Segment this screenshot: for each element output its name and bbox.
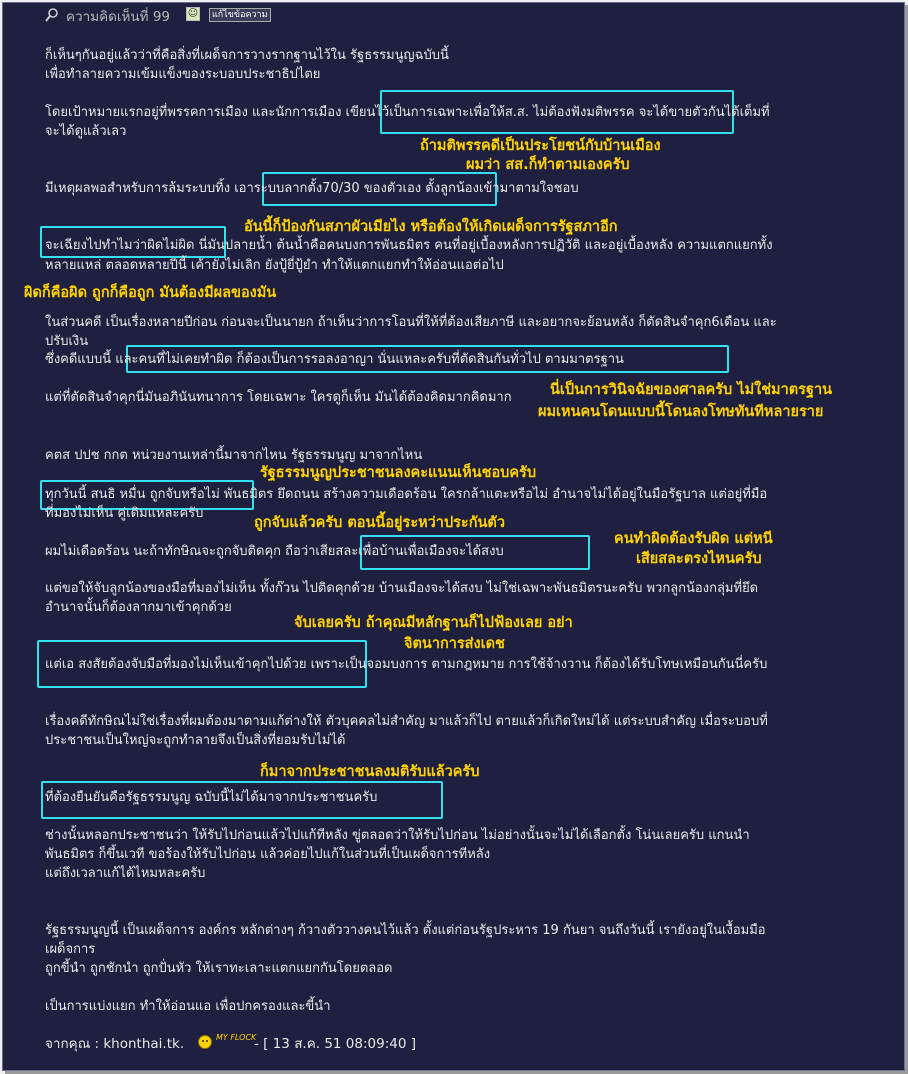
body-text-line: มีเหตุผลพอสำหรับการล้มระบบทิ้ง เอาระบบลากตั้ง70/30 ของตัวเอง ตั้งลูกน้องเข้ามาตามใจชอบ bbox=[45, 181, 579, 196]
edit-message-button[interactable]: แก้ไขข้อความ bbox=[209, 8, 271, 22]
magnifier-icon bbox=[45, 8, 59, 22]
body-text-line: ก็เห็นๆกันอยู่แล้วว่าที่คือสิ่งที่เผด็จการวางรากฐานไว้ใน รัฐธรรมนูญฉบับนี้ bbox=[45, 48, 449, 63]
body-text-line: รัฐธรรมนูญนี้ เป็นเผด็จการ องค์กร หลักต่างๆ ก้วางตัววางคนไว้แล้ว ตั้งแต่ก่อนรัฐประหาร 19 กันยา จนถึงวันนี้ เรายังอยู่ในเงื้อมมือ bbox=[45, 923, 766, 938]
body-text-line: หลายแหล่ ตลอดหลายปีนี้ เค้ายังไม่เลิก ยังปู้ยี่ปู้ยำ ทำให้แตกแยกทำให้อ่อนแอต่อไป bbox=[45, 258, 504, 273]
body-text-line: ประชาชนเป็นใหญ่จะถูกทำลายจึงเป็นสิ่งที่ยอมรับไม่ได้ bbox=[45, 733, 346, 748]
annotation-text: อันนี้ก็ป้องกันสภาผัวเมียไง หรือต้องให้เกิดเผด็จการรัฐสภาอีก bbox=[244, 219, 618, 235]
my-flock-badge[interactable]: MY FLOCK bbox=[216, 1033, 257, 1042]
body-text-line: ซึ่งคดีแบบนี้ และคนที่ไม่เคยทำผิด ก็ต้องเป็นการรอลงอาญา นั่นแหละครับที่ตัดสินกันทั่วไป ตามมาตรฐาน bbox=[45, 352, 624, 367]
body-text-line: ในส่วนคดี เป็นเรื่องหลายปีก่อน ก่อนจะเป็นนายก ถ้าเห็นว่าการโอนที่ให้ที่ต้องเสียภาษี และอยากจะย้อนหลัง ก็ตัดสินจำคุก6เดือน และ bbox=[45, 315, 777, 330]
body-text-line: เผด็จการ bbox=[45, 942, 96, 957]
body-text-line: แต่ขอให้จับลูกน้องของมือที่มองไม่เห็น ทั้งก๊วน ไปติดคุกด้วย บ้านเมืองจะได้สงบ ไม่ใช่เฉพาะพันธมิตรนะครับ พวกลูกน้องกลุ่มที่ยึด bbox=[45, 581, 759, 596]
timestamp: - [ 13 ส.ค. 51 08:09:40 ] bbox=[254, 1036, 416, 1052]
annotation-text: ผมเหนคนโดนแบบนี้โดนลงโทษทันทีหลายราย bbox=[538, 404, 824, 420]
body-text-line: แต่เอ สงสัยต้องจับมือที่มองไม่เห็นเข้าคุกไปด้วย เพราะเป็นจอมบงการ ตามกฎหมาย การใช้จ้างวาน ก็ต้องได้รับโทษเหมือนกันนี่ครับ bbox=[45, 657, 768, 672]
body-text-line: คตส ปปช กกต หน่วยงานเหล่านี้มาจากไหน รัฐธรรมนูญ มาจากไหน bbox=[45, 448, 423, 463]
body-text-line: เรื่องคดีทักษิณไม่ใช่เรื่องที่ผมต้องมาตามแก้ต่างให้ ตัวบุคคลไม่สำคัญ มาแล้วก็ไป ตายแล้วก็เกิดใหม่ได้ แต่ระบบสำคัญ เมื่อระบอบที่ bbox=[45, 714, 768, 729]
body-text-line: เป็นการแบ่งแยก ทำให้อ่อนแอ เพื่อปกครองและขี้นำ bbox=[45, 999, 331, 1014]
annotation-text: ผมว่า สส.ก็ทำตามเองครับ bbox=[466, 157, 630, 173]
annotation-text: ถ้ามติพรรคดีเป็นประโยชน์กับบ้านเมือง bbox=[420, 138, 661, 154]
annotation-text: จับเลยครับ ถ้าคุณมีหลักฐานก็ไปฟ้องเลย อย่า bbox=[294, 615, 573, 631]
annotation-text: คนทำผิดต้องรับผิด แต่หนี bbox=[614, 531, 773, 547]
body-text-line: แต่ที่ตัดสินจำคุกนี่มันอภินันทนาการ โดยเฉพาะ ใครดูก็เห็น มันได้ต้องคิดมากคิดมาก bbox=[45, 390, 512, 405]
annotation-text: ก็มาจากประชาชนลงมติรับแล้วครับ bbox=[260, 764, 480, 780]
body-text-line: ที่ต้องยืนยันคือรัฐธรรมนูญ ฉบับนี้ไม่ได้มาจากประชาชนครับ bbox=[45, 790, 378, 805]
face-icon: ☺ bbox=[187, 8, 199, 19]
body-text-line: ถูกขี้นำ ถูกชักนำ ถูกปั่นหัว ให้เราทะเลาะแตกแยกกันโดยตลอด bbox=[45, 961, 393, 976]
smiley-icon bbox=[198, 1035, 212, 1049]
body-text-line: จะได้ดูแล้วเลว bbox=[45, 124, 127, 139]
author-line[interactable]: จากคุณ : khonthai.tk. bbox=[45, 1036, 185, 1052]
annotation-text: จิตนาการส่งเดช bbox=[404, 636, 505, 652]
body-text-line: แต่ถึงเวลาแก้ได้ไหมหละครับ bbox=[45, 866, 206, 881]
body-text-line: จะเฉียงไปทำไมว่าผิดไม่ผิด นี่มันปลายน้ำ ต้นน้ำคือคนบงการพันธมิตร คนที่อยู่เบื้องหลังการปฏิวัติ และอยู่เบื้องหลัง ความแตกแยกทั้ง bbox=[45, 238, 773, 253]
body-text-line: อำนาจนั้นก็ต้องลากมาเข้าคุกด้วย bbox=[45, 600, 232, 615]
body-text-line: ช่างนั้นหลอกประชาชนว่า ให้รับไปก่อนแล้วไปแก้ทีหลัง ขู่ตลอดว่าให้รับไปก่อน ไม่อย่างนั้นจะไม่ได้เลือกตั้ง โน่นเลยครับ แกนนำ bbox=[45, 828, 750, 843]
annotation-text: รัฐธรรมนูญประชาชนลงคะแนนเห็นชอบครับ bbox=[260, 465, 537, 481]
annotation-text: ผิดก็คือผิด ถูกก็คือถูก มันต้องมีผลของมัน bbox=[24, 285, 277, 301]
body-text-line: ปรับเงิน bbox=[45, 334, 89, 349]
body-text-line: ทุกวันนี้ สนธิ หมื่น ถูกจับหรือไม่ พันธมิตร ยึดถนน สร้างความเดือดร้อน ใครกล้าแตะหรือไม่ อำนาจไม่ได้อยู่ในมือรัฐบาล แต่อยู่ที่มือ bbox=[45, 487, 768, 502]
body-text-line: ที่มองไม่เห็น คู่เดิมแหละครับ bbox=[45, 506, 204, 521]
body-text-line: โดยเป้าหมายแรกอยู่ที่พรรคการเมือง และนักการเมือง เขียนไว้เป็นการเฉพาะเพื่อให้ส.ส. ไม่ต้องฟังมติพรรค จะได้ขายตัวกันได้เต็มที่ bbox=[45, 105, 770, 120]
annotation-text: นี่เป็นการวินิจฉัยของศาลครับ ไม่ใช่มาตรฐาน bbox=[550, 382, 833, 398]
annotation-text: เสียสละตรงไหนครับ bbox=[636, 551, 762, 567]
body-text-line: พันธมิตร ก็ขึ้นเวที ขอร้องให้รับไปก่อน แล้วค่อยไปแก้ในส่วนที่เป็นเผด็จการทีหลัง bbox=[45, 847, 491, 862]
annotation-text: ถูกจับแล้วครับ ตอนนี้อยู่ระหว่าประกันตัว bbox=[254, 515, 505, 531]
body-text-line: ผมไม่เดือดร้อน นะถ้าทักษิณจะถูกจับติดคุก ถือว่าเสียสละเพื่อบ้านเพื่อเมืองจะได้สงบ bbox=[45, 544, 504, 559]
body-text-line: เพื่อทำลายความเข้มแข็งของระบอบประชาธิปไตย bbox=[45, 67, 321, 82]
comment-number-title: ความคิดเห็นที่ 99 bbox=[66, 9, 170, 25]
